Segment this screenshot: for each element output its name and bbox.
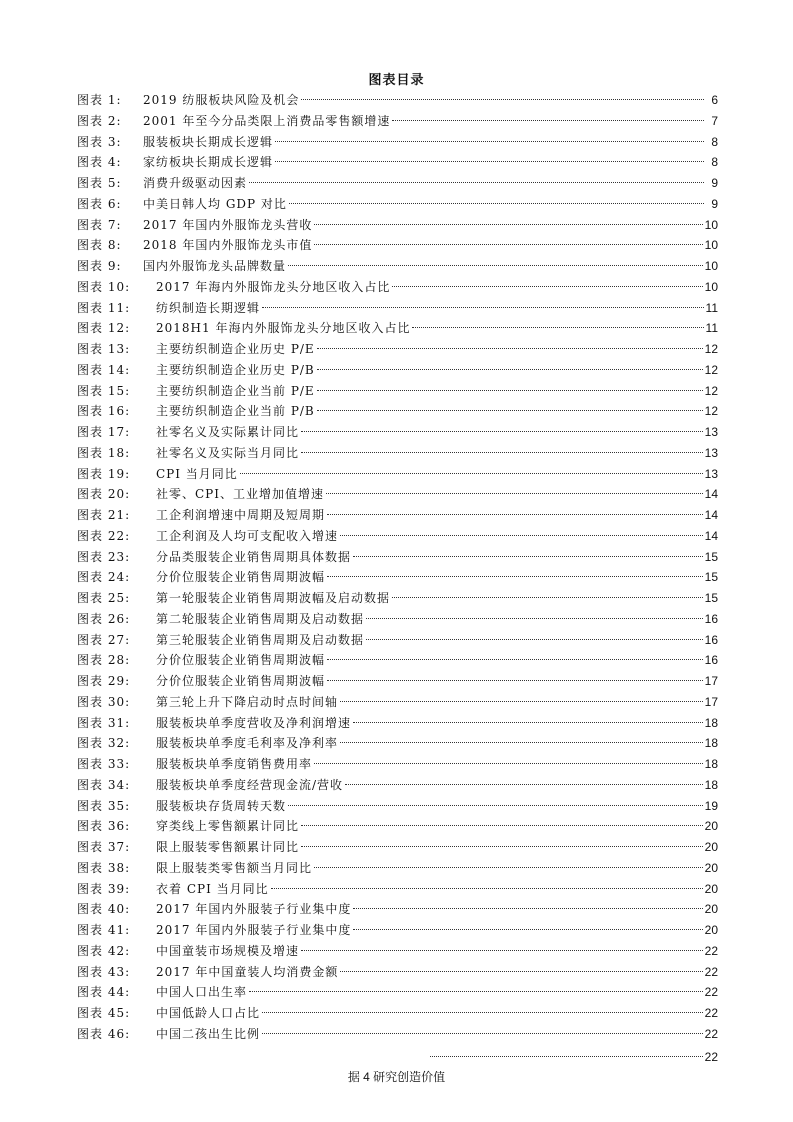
toc-figure-title: 主要纺织制造企业当前 P/B [156,404,315,419]
toc-figure-title: 主要纺织制造企业历史 P/E [156,342,315,356]
toc-page-number: 11 [705,300,718,315]
leader-dots [353,722,703,723]
toc-entry[interactable] [77,754,718,775]
toc-figure-title: 中国低龄人口占比 [156,1006,261,1020]
toc-entry[interactable] [77,505,718,526]
toc-figure-label: 图表 9: [77,259,122,273]
leader-dots [392,286,702,287]
toc-page-number: 10 [704,259,718,273]
toc-figure-label: 图表 45: [77,1006,131,1020]
toc-page-number: 18 [704,777,718,792]
leader-dots [412,327,703,328]
toc-page-number: 22 [704,1026,718,1041]
toc-page-number: 17 [704,674,718,688]
toc-entry[interactable] [77,692,718,713]
toc-figure-title: 中美日韩人均 GDP 对比 [143,196,287,211]
toc-page-number: 17 [704,694,718,709]
toc-entry[interactable] [77,484,718,505]
toc-entry[interactable] [77,464,718,485]
leader-dots [271,888,703,889]
toc-page-number: 20 [704,840,718,854]
toc-figure-title: 社零名义及实际累计同比 [156,425,300,439]
toc-page-number: 10 [704,217,718,232]
toc-figure-label: 图表 46: [77,1026,131,1041]
toc-page-number: 14 [704,528,718,543]
toc-figure-label: 图表 37: [77,840,131,854]
leader-dots [327,659,703,660]
toc-figure-label: 图表 30: [77,694,131,709]
toc-figure-title: CPI 当月同比 [156,466,238,481]
leader-dots [249,182,704,183]
toc-figure-label: 图表 4: [77,155,122,170]
toc-figure-title: 2001 年至今分品类限上消费品零售额增速 [143,113,391,128]
leader-dots [366,639,703,640]
toc-figure-label: 图表 43: [77,964,131,979]
toc-entry[interactable] [77,173,718,194]
leader-dots [275,161,704,162]
toc-page-number: 16 [704,653,718,668]
toc-figure-label: 图表 7: [77,217,122,232]
toc-entry[interactable] [77,339,718,360]
toc-entry[interactable] [77,547,718,568]
toc-entry[interactable] [77,837,718,858]
toc-figure-title: 2019 纺服板块风险及机会 [143,93,300,107]
leader-dots [340,742,703,743]
leader-dots [314,867,703,868]
leader-dots [301,431,703,432]
toc-figure-label: 图表 19: [77,466,131,481]
toc-entry[interactable] [77,858,718,879]
toc-figure-title: 社零、CPI、工业增加值增速 [156,487,324,502]
toc-entry[interactable] [77,422,718,443]
toc-page-number: 20 [704,923,718,937]
toc-entry[interactable] [77,443,718,464]
toc-page-number: 22 [704,964,718,979]
leader-dots [392,120,704,121]
toc-page-number: 10 [704,279,718,294]
toc-figure-title: 中国人口出生率 [156,985,248,1000]
toc-entry[interactable] [77,111,718,132]
leader-dots [262,1012,703,1013]
leader-dots [366,618,703,619]
toc-page-number: 13 [704,466,718,481]
toc-entry[interactable] [77,733,718,754]
toc-entry[interactable] [77,982,718,1003]
leader-dots [345,784,703,785]
toc-page-number: 12 [704,362,718,377]
toc-page-number: 22 [704,985,718,1000]
toc-entry[interactable] [77,650,718,671]
toc-figure-label: 图表 8: [77,238,122,253]
leader-dots [301,99,704,100]
toc-figure-title: 服装板块单季度销售费用率 [156,757,313,771]
leader-dots [392,597,703,598]
toc-page-number: 10 [704,238,718,253]
toc-page-number: 15 [704,549,718,564]
leader-dots [353,929,702,930]
leader-dots [327,576,703,577]
toc-figure-label: 图表 39: [77,881,131,896]
toc-figure-title: 限上服装零售额累计同比 [156,840,300,854]
toc-figure-label: 图表 20: [77,487,131,502]
toc-figure-label: 图表 27: [77,632,131,647]
toc-figure-label: 图表 5: [77,176,122,190]
toc-figure-label: 图表 25: [77,591,131,605]
toc-page-number: 8 [711,155,718,170]
toc-figure-title: 2017 年国内外服装子行业集中度 [156,923,352,937]
toc-page-number: 18 [704,715,718,730]
toc-figure-label: 图表 12: [77,321,131,336]
leader-dots [275,141,704,142]
toc-page-number: 9 [711,196,718,211]
toc-page-number: 16 [704,632,718,647]
leader-dots [353,556,703,557]
leader-dots [301,825,703,826]
toc-figure-title: 工企利润增速中周期及短周期 [156,508,326,522]
toc-entry[interactable] [77,962,718,983]
leader-dots [430,1056,703,1057]
leader-dots [327,680,703,681]
toc-entry[interactable] [77,879,718,900]
leader-dots [301,452,703,453]
toc-figure-title: 服装板块单季度营收及净利润增速 [156,715,352,730]
toc-entry[interactable] [77,713,718,734]
leader-dots [317,369,703,370]
toc-page-number: 9 [711,176,718,190]
toc-figure-label: 图表 16: [77,404,131,419]
toc-entry[interactable] [77,526,718,547]
leader-dots [288,265,703,266]
leader-dots [314,224,702,225]
leader-dots [240,473,703,474]
toc-entry[interactable] [77,90,718,111]
toc-figure-label: 图表 34: [77,777,131,792]
toc-page-number: 20 [704,860,718,875]
toc-figure-label: 图表 10: [77,279,131,294]
toc-page-number: 14 [704,508,718,522]
leader-dots [340,971,702,972]
leader-dots [317,410,703,411]
toc-entry[interactable] [77,235,718,256]
toc-entry[interactable] [77,194,718,215]
toc-figure-label: 图表 1: [77,93,122,107]
toc-figure-title: 2017 年国内外服装子行业集中度 [156,902,352,917]
toc-figure-title: 工企利润及人均可支配收入增速 [156,528,339,543]
toc-figure-title: 2017 年国内外服饰龙头营收 [143,217,313,232]
toc-figure-label: 图表 14: [77,362,131,377]
toc-page-number: 20 [704,902,718,917]
toc-entry[interactable] [77,899,718,920]
toc-figure-title: 2017 年海内外服饰龙头分地区收入占比 [156,279,391,294]
toc-figure-title: 服装板块单季度毛利率及净利率 [156,736,339,751]
toc-figure-label: 图表 13: [77,342,131,356]
toc-figure-label: 图表 33: [77,757,131,771]
toc-figure-label: 图表 18: [77,445,131,460]
toc-entry[interactable] [77,941,718,962]
leader-dots [327,514,703,515]
toc-entry[interactable] [77,796,718,817]
toc-entry[interactable] [77,277,718,298]
toc-figure-label: 图表 41: [77,923,131,937]
leader-dots [314,763,703,764]
leader-dots [340,535,703,536]
toc-figure-title: 2018 年国内外服饰龙头市值 [143,238,313,253]
toc-entry[interactable] [77,816,718,837]
leader-dots [301,950,703,951]
toc-figure-label: 图表 22: [77,528,131,543]
toc-figure-label: 图表 2: [77,113,122,128]
toc-figure-title: 分品类服装企业销售周期具体数据 [156,549,352,564]
toc-page-number: 8 [711,134,718,149]
figure-toc-list [77,90,718,1045]
toc-figure-title: 服装板块存货周转天数 [156,798,287,813]
leader-dots [262,307,704,308]
toc-figure-label: 图表 21: [77,508,131,522]
toc-figure-label: 图表 6: [77,196,122,211]
toc-figure-title: 限上服装类零售额当月同比 [156,860,313,875]
toc-entry[interactable] [77,1024,718,1045]
toc-figure-label: 图表 26: [77,611,131,626]
toc-page-number: 19 [704,798,718,813]
toc-page-number: 20 [704,881,718,896]
leader-dots [262,1033,703,1034]
toc-figure-title: 第一轮服装企业销售周期波幅及启动数据 [156,591,391,605]
toc-page-number: 14 [704,487,718,502]
toc-figure-title: 服装板块单季度经营现金流/营收 [156,777,344,792]
toc-entry[interactable] [77,588,718,609]
toc-figure-title: 分价位服装企业销售周期波幅 [156,674,326,688]
toc-figure-title: 消费升级驱动因素 [143,176,248,190]
leader-dots [289,203,704,204]
leader-dots [340,701,703,702]
toc-figure-title: 主要纺织制造企业当前 P/E [156,383,315,398]
toc-entry[interactable] [77,132,718,153]
toc-figure-label: 图表 38: [77,860,131,875]
leader-dots [288,805,703,806]
toc-figure-label: 图表 17: [77,425,131,439]
toc-figure-label: 图表 31: [77,715,131,730]
toc-figure-label: 图表 35: [77,798,131,813]
toc-page-number: 11 [705,321,718,336]
toc-entry[interactable] [77,609,718,630]
toc-figure-label: 图表 23: [77,549,131,564]
toc-figure-title: 2018H1 年海内外服饰龙头分地区收入占比 [156,321,411,336]
toc-figure-title: 分价位服装企业销售周期波幅 [156,653,326,668]
toc-figure-title: 中国二孩出生比例 [156,1026,261,1041]
toc-page-number: 15 [704,591,718,605]
page-title: 图表目录 [368,73,425,88]
toc-entry[interactable] [77,671,718,692]
toc-figure-title: 分价位服装企业销售周期波幅 [156,570,326,585]
toc-figure-label: 图表 44: [77,985,131,1000]
toc-figure-label: 图表 29: [77,674,131,688]
toc-page-number: 13 [704,445,718,460]
toc-figure-title: 主要纺织制造企业历史 P/B [156,362,315,377]
toc-page-number: 18 [704,736,718,751]
toc-figure-title: 第二轮服装企业销售周期及启动数据 [156,611,365,626]
toc-page-number: 12 [704,404,718,419]
leader-dots [249,991,703,992]
toc-figure-title: 第三轮上升下降启动时点时间轴 [156,694,339,709]
toc-entry[interactable] [77,401,718,422]
toc-entry[interactable] [77,256,718,277]
toc-figure-label: 图表 24: [77,570,131,585]
toc-entry[interactable] [77,567,718,588]
toc-entry[interactable] [77,1003,718,1024]
leader-dots [317,348,703,349]
toc-entry[interactable] [77,152,718,173]
toc-page-number: 18 [704,757,718,771]
toc-page-number: 15 [704,570,718,585]
toc-figure-title: 服装板块长期成长逻辑 [143,134,274,149]
toc-page-number: 12 [704,383,718,398]
toc-figure-label: 图表 40: [77,902,131,917]
toc-page-number: 16 [704,611,718,626]
toc-figure-title: 社零名义及实际当月同比 [156,445,300,460]
toc-page-number: 22 [704,1050,718,1064]
orphan-toc-line [430,1047,718,1067]
leader-dots [314,244,702,245]
toc-entry[interactable] [77,381,718,402]
toc-page-number: 20 [704,819,718,834]
toc-figure-label: 图表 32: [77,736,131,751]
toc-page-number: 22 [704,1006,718,1020]
leader-dots [326,493,703,494]
toc-figure-title: 中国童装市场规模及增速 [156,943,300,958]
toc-figure-title: 衣着 CPI 当月同比 [156,881,269,896]
toc-figure-label: 图表 15: [77,383,131,398]
toc-figure-label: 图表 11: [77,300,131,315]
leader-dots [353,908,702,909]
toc-entry[interactable] [77,360,718,381]
leader-dots [317,390,703,391]
toc-entry[interactable] [77,920,718,941]
toc-figure-label: 图表 36: [77,819,131,834]
toc-figure-title: 家纺板块长期成长逻辑 [143,155,274,170]
toc-figure-label: 图表 42: [77,943,131,958]
toc-page-number: 6 [711,93,718,107]
toc-figure-title: 纺织制造长期逻辑 [156,300,261,315]
toc-figure-title: 国内外服饰龙头品牌数量 [143,259,287,273]
toc-entry[interactable] [77,318,718,339]
leader-dots [301,846,703,847]
page-footer: 据 4 研究创造价值 [347,1070,446,1084]
toc-figure-title: 2017 年中国童装人均消费金额 [156,964,339,979]
toc-entry[interactable] [77,215,718,236]
toc-entry[interactable] [77,298,718,319]
toc-entry[interactable] [77,775,718,796]
toc-entry[interactable] [77,630,718,651]
toc-figure-label: 图表 3: [77,134,122,149]
toc-page-number: 12 [704,342,718,356]
toc-page-number: 13 [704,425,718,439]
toc-page-number: 7 [711,113,718,128]
toc-figure-label: 图表 28: [77,653,131,668]
toc-figure-title: 穿类线上零售额累计同比 [156,819,300,834]
toc-figure-title: 第三轮服装企业销售周期及启动数据 [156,632,365,647]
toc-page-number: 22 [704,943,718,958]
